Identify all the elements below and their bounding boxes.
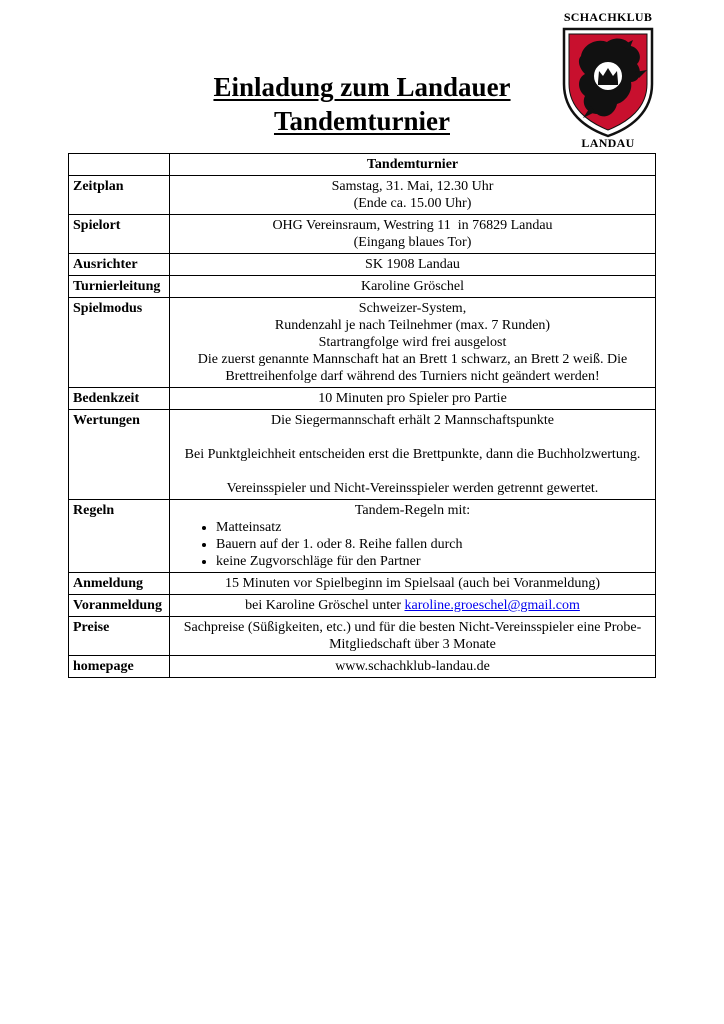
value-homepage: www.schachklub-landau.de <box>170 656 656 678</box>
value-zeitplan <box>170 176 656 215</box>
value-wertungen <box>170 410 656 500</box>
page-title <box>150 70 574 138</box>
value-turnierleitung: Karoline Gröschel <box>170 276 656 298</box>
title-line-1: Einladung zum Landauer <box>213 72 511 102</box>
logo-top-text: SCHACHKLUB <box>563 10 653 24</box>
value-spielmodus <box>170 298 656 388</box>
tournament-info-table <box>68 153 656 678</box>
title-line-2: Tandemturnier <box>273 106 450 136</box>
spielmodus-line-4: Die zuerst genannte Mannschaft hat an Brett 1 schwarz, an Brett 2 weiß. Die Brettreihenfolge darf während des Turniers nicht geändert werden! <box>197 352 628 384</box>
value-preise: Sachpreise (Süßigkeiten, etc.) und für die besten Nicht-Vereinsspieler eine Probe-Mitgliedschaft über 3 Monate <box>170 617 656 656</box>
table-row <box>69 388 656 410</box>
value-voranmeldung <box>170 595 656 617</box>
regeln-intro: Tandem-Regeln mit: <box>354 503 471 518</box>
spielmodus-line-1: Schweizer-System, <box>358 301 467 316</box>
table-row <box>69 617 656 656</box>
label-wertungen: Wertungen <box>69 410 170 500</box>
table-row <box>69 656 656 678</box>
label-preise: Preise <box>69 617 170 656</box>
wertungen-line-3: Vereinsspieler und Nicht-Vereinsspieler werden getrennt gewertet. <box>226 481 599 496</box>
label-voranmeldung: Voranmeldung <box>69 595 170 617</box>
spielmodus-line-2: Rundenzahl je nach Teilnehmer (max. 7 Runden) <box>274 318 551 333</box>
table-row <box>69 276 656 298</box>
zeitplan-line-2: (Ende ca. 15.00 Uhr) <box>353 196 472 211</box>
label-spielort: Spielort <box>69 215 170 254</box>
label-turnierleitung: Turnierleitung <box>69 276 170 298</box>
email-link[interactable]: karoline.groeschel@gmail.com <box>404 598 580 613</box>
club-logo <box>558 10 658 150</box>
value-regeln <box>170 500 656 573</box>
rules-list <box>174 519 651 570</box>
label-homepage: homepage <box>69 656 170 678</box>
value-spielort <box>170 215 656 254</box>
logo-bottom-text: LANDAU <box>581 136 635 150</box>
table-row <box>69 154 656 176</box>
label-ausrichter: Ausrichter <box>69 254 170 276</box>
spielmodus-line-3: Startrangfolge wird frei ausgelost <box>318 335 507 350</box>
label-regeln: Regeln <box>69 500 170 573</box>
table-row <box>69 254 656 276</box>
label-anmeldung: Anmeldung <box>69 573 170 595</box>
spielort-line-1: OHG Vereinsraum, Westring 11 in 76829 Landau <box>272 218 553 233</box>
value-ausrichter: SK 1908 Landau <box>170 254 656 276</box>
value-anmeldung: 15 Minuten vor Spielbeginn im Spielsaal (auch bei Voranmeldung) <box>170 573 656 595</box>
table-row <box>69 215 656 254</box>
table-row <box>69 573 656 595</box>
label-cell <box>69 154 170 176</box>
label-spielmodus: Spielmodus <box>69 298 170 388</box>
list-item: • Bauern auf der 1. oder 8. Reihe fallen durch <box>216 536 651 553</box>
table-row <box>69 176 656 215</box>
label-zeitplan: Zeitplan <box>69 176 170 215</box>
table-row <box>69 298 656 388</box>
wertungen-line-2: Bei Punktgleichheit entscheiden erst die Brettpunkte, dann die Buchholzwertung. <box>184 447 641 462</box>
table-row <box>69 410 656 500</box>
value-bedenkzeit: 10 Minuten pro Spieler pro Partie <box>170 388 656 410</box>
list-item: • keine Zugvorschläge für den Partner <box>216 553 651 570</box>
zeitplan-line-1: Samstag, 31. Mai, 12.30 Uhr <box>331 179 494 194</box>
wertungen-line-1: Die Siegermannschaft erhält 2 Mannschaftspunkte <box>270 413 555 428</box>
table-row <box>69 595 656 617</box>
voranmeldung-prefix: bei Karoline Gröschel unter <box>245 598 405 613</box>
spielort-line-2: (Eingang blaues Tor) <box>353 235 472 250</box>
list-item: • Matteinsatz <box>216 519 651 536</box>
table-heading: Tandemturnier <box>170 154 656 176</box>
table-row <box>69 500 656 573</box>
label-bedenkzeit: Bedenkzeit <box>69 388 170 410</box>
crest-icon <box>561 26 655 138</box>
